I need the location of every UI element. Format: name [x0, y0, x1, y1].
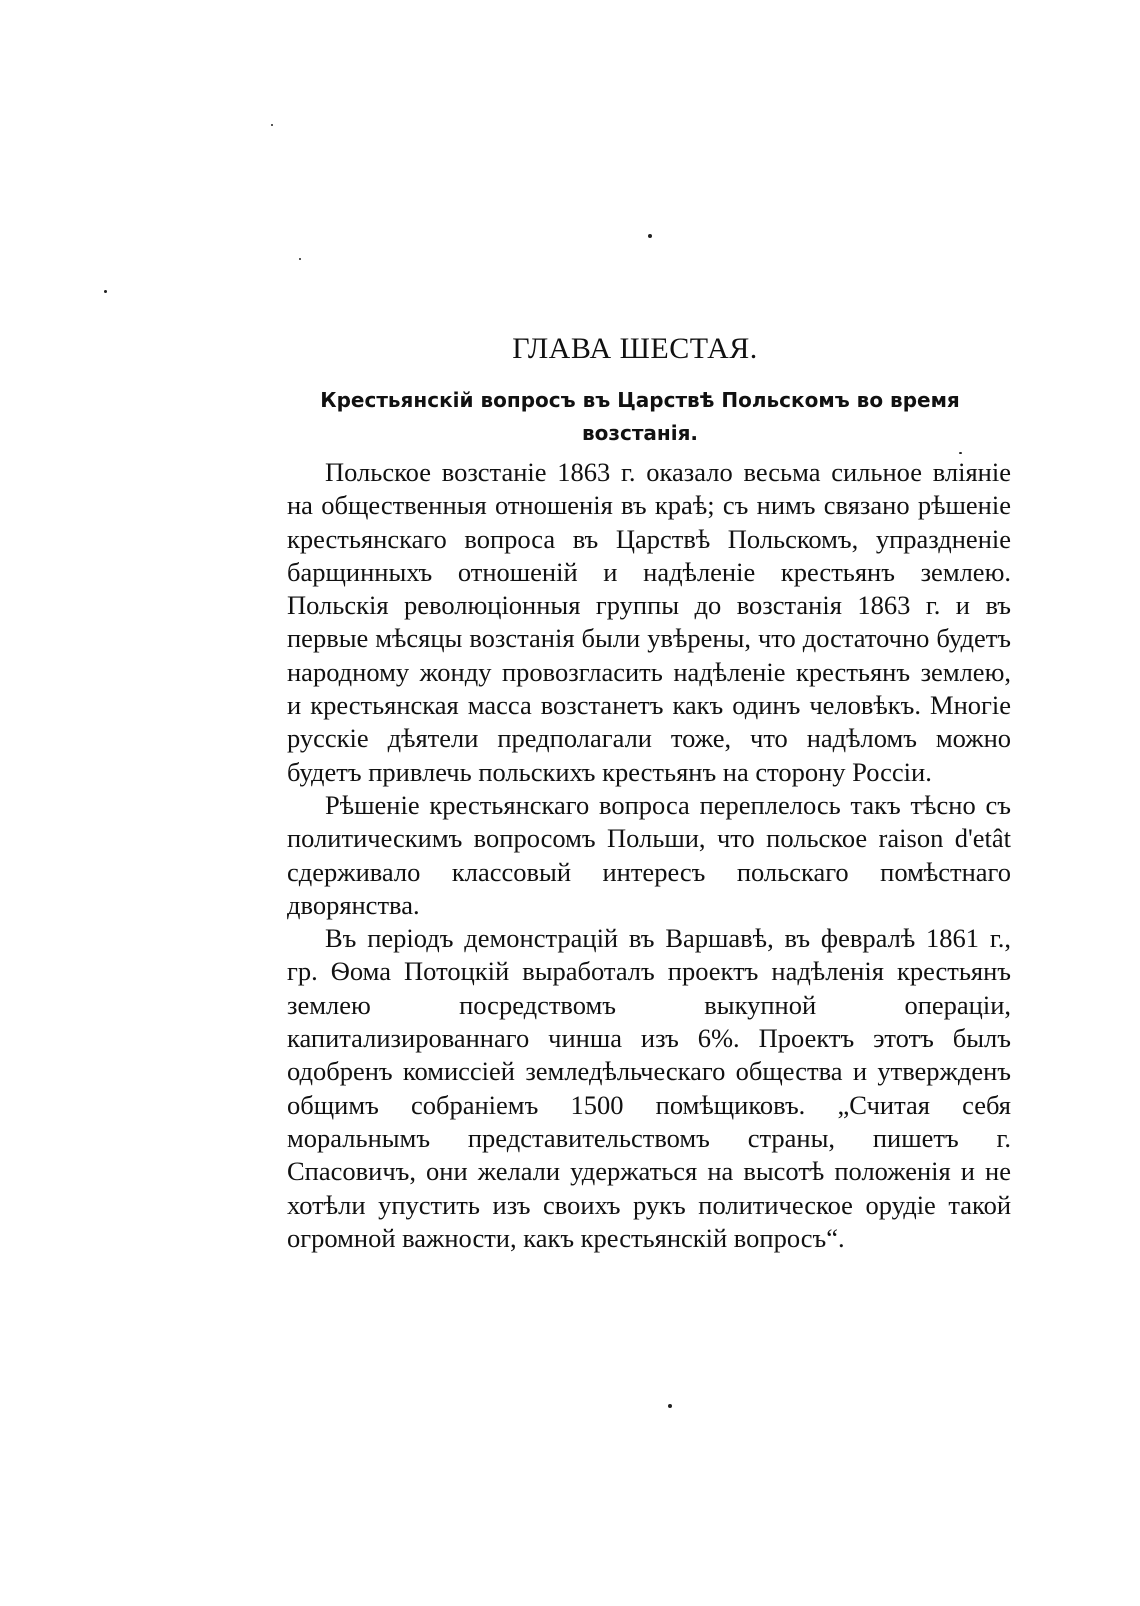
paragraph-3: Въ періодъ демонстрацій въ Варшавѣ, въ февралѣ 1861 г., гр. Ѳома Потоцкій выработалъ проектъ надѣленія крестьянъ землею посредствомъ выкупной операціи, капитализированнаго чинша изъ 6%. Проектъ этотъ былъ одобренъ комиссіей земледѣльческаго общества и утвержденъ общимъ собраніемъ 1500 помѣщиковъ. „Считая себя моральнымъ представительствомъ страны, пишетъ г. Спасовичъ, они желали удержаться на высотѣ положенія и не хотѣли упустить изъ своихъ рукъ политическое орудіе такой огромной важности, какъ крестьянскій вопросъ“. — [287, 923, 1011, 1253]
body-text — [287, 456, 1011, 1255]
scan-speck — [271, 124, 273, 126]
paragraph-2: Рѣшеніе крестьянскаго вопроса переплелось такъ тѣсно съ политическимъ вопросомъ Польши, что польское raison d'etât сдерживало классовый интересъ польскаго помѣстнаго дворянства. — [287, 789, 1011, 920]
paragraph-1: Польское возстаніе 1863 г. оказало весьма сильное вліяніе на общественныя отношенія въ краѣ; съ нимъ связано рѣшеніе крестьянскаго вопроса въ Царствѣ Польскомъ, упраздненіе барщинныхъ отношеній и надѣленіе крестьянъ землею. Польскія революціонныя группы до возстанія 1863 г. и въ первые мѣсяцы возстанія были увѣрены, что достаточно будетъ народному жонду провозгласить надѣленіе крестьянъ землею, и крестьянская масса возстанетъ какъ одинъ человѣкъ. Многіе русскіе дѣятели предполагали тоже, что надѣломъ можно будетъ привлечь польскихъ крестьянъ на сторону Россіи. — [287, 457, 1011, 787]
chapter-title: ГЛАВА ШЕСТАЯ. — [512, 332, 758, 365]
scan-speck — [648, 234, 652, 238]
scan-speck — [299, 258, 301, 260]
scan-speck — [104, 290, 107, 293]
scan-speck — [959, 452, 962, 454]
scan-speck — [668, 1404, 672, 1408]
chapter-subtitle: Крестьянскій вопросъ въ Царствѣ Польскомъ во время возстанія. — [320, 388, 960, 445]
